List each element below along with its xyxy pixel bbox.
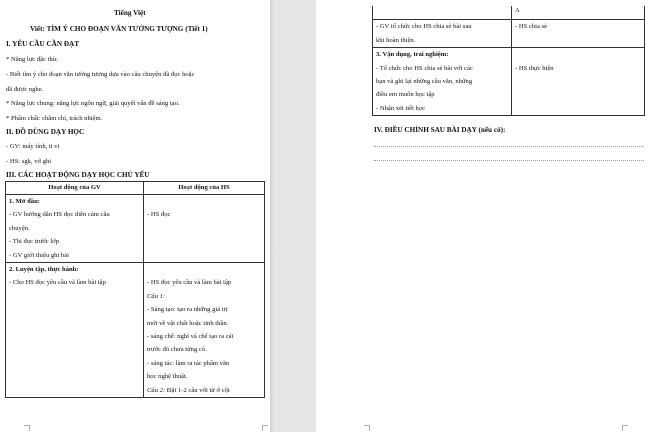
- section-heading-adjustment: [374, 126, 505, 134]
- crop-mark: [24, 425, 30, 431]
- table-header-row: [6, 182, 265, 195]
- cell-line: mới về vật chất hoặc tinh thần.: [147, 319, 229, 327]
- cell-line: - HS đọc yêu cầu và làm bài tập: [147, 279, 232, 287]
- table-cell-teacher: [373, 20, 512, 48]
- cell-line: khi hoàn thiện.: [376, 36, 416, 44]
- table-row: [6, 195, 265, 263]
- cell-line: Câu 1:: [147, 292, 166, 300]
- table-row: [373, 20, 645, 48]
- crop-mark: [622, 425, 628, 431]
- table-cell-teacher: [373, 48, 512, 116]
- activities-table-continued: [372, 6, 645, 116]
- text-line: * Năng lực đặc thù:: [6, 56, 58, 63]
- text-line: đã được nghe.: [6, 86, 44, 93]
- table-cell-student: [144, 263, 265, 398]
- section-label: 1. Mở đầu:: [9, 198, 40, 205]
- question-text: Đặt 1-2 câu với từ ở cột: [166, 386, 230, 394]
- lesson-title: Viết: TÌM Ý CHO ĐOẠN VĂN TƯỞNG TƯỢNG (Tiết 1): [30, 25, 208, 33]
- subject-heading: Tiếng Việt: [114, 9, 146, 17]
- table-cell-teacher: [373, 6, 512, 20]
- column-header-teacher: Hoạt động của GV: [6, 182, 144, 195]
- cell-line: trước đó chưa từng có.: [147, 346, 207, 354]
- cell-line: - Cho HS đọc yêu cầu và làm bài tập: [9, 279, 106, 287]
- cell-line: chuyện.: [9, 224, 30, 232]
- cell-line: - GV hướng dẫn HS đọc diễn cảm câu: [9, 211, 110, 219]
- adjustment-note: (nếu có):: [478, 126, 506, 134]
- section-label: 3. Vận dụng, trải nghiệm:: [376, 51, 449, 59]
- table-cell-teacher: [6, 195, 144, 263]
- document-page-right: [316, 0, 650, 432]
- cell-line: - sáng tác: làm ra tác phẩm văn: [147, 359, 230, 367]
- table-row: [373, 6, 645, 20]
- adjustment-title: IV. ĐIỀU CHỈNH SAU BÀI DẠY: [374, 126, 477, 134]
- crop-mark: [364, 425, 370, 431]
- question-label: Câu 2:: [147, 386, 166, 394]
- column-header-student: Hoạt động của HS: [144, 182, 265, 195]
- section-heading-requirements: I. YÊU CẦU CẦN ĐẠT: [6, 40, 80, 48]
- document-page-left: [0, 0, 270, 432]
- cell-line: - HS đọc: [147, 211, 171, 219]
- table-cell-teacher: [6, 263, 144, 398]
- cell-line: học nghệ thuật.: [147, 373, 188, 381]
- activities-table: [5, 181, 265, 398]
- section-label: 2. Luyện tập, thực hành:: [9, 266, 79, 274]
- dotted-line: [374, 146, 644, 147]
- cell-line: - GV giới thiệu ghi bài: [9, 251, 69, 259]
- table-cell-student: [512, 48, 645, 116]
- cell-line: - Thi đọc trước lớp: [9, 238, 59, 246]
- cell-line: - Sáng tạo: tạo ra những giá trị: [147, 306, 228, 314]
- cell-line: - Tổ chức cho HS chia sẻ bài với các: [376, 64, 473, 72]
- cell-line: - HS thực hiện: [515, 64, 554, 72]
- section-heading-activities: III. CÁC HOẠT ĐỘNG DẠY HỌC CHỦ YẾU: [6, 171, 150, 179]
- text-line: - HS: sgk, vở ghi: [6, 158, 52, 165]
- table-cell-student: A: [512, 6, 645, 20]
- cell-line: bạn và ghi lại những câu văn, những: [376, 78, 473, 86]
- text-line: - Biết tìm ý cho đoạn văn tưởng tượng dựa vào câu chuyện đã đọc hoặc: [6, 71, 195, 78]
- table-cell-student: [144, 195, 265, 263]
- table-row: [373, 48, 645, 116]
- cell-line: - Nhận xét tiết học: [376, 104, 426, 112]
- crop-mark: [262, 425, 268, 431]
- text-line: - GV: máy tính, ti vi: [6, 143, 60, 150]
- text-line: * Phẩm chất: chăm chỉ, trách nhiệm.: [6, 115, 103, 122]
- table-row: [6, 263, 265, 398]
- page-gutter: [270, 0, 274, 432]
- cell-line: - sáng chế: nghĩ và chế tạo ra cái: [147, 333, 234, 341]
- cell-line: điều em muốn học tập: [376, 91, 435, 99]
- cell-line: [147, 384, 261, 397]
- table-cell-student: [512, 20, 645, 48]
- text-line: * Năng lực chung: năng lực ngôn ngữ, giải quyết vấn đề sáng tạo.: [6, 100, 180, 107]
- dotted-line: [374, 160, 644, 161]
- section-heading-materials: II. ĐỒ DÙNG DẠY HỌC: [6, 128, 85, 136]
- cell-line: - HS chia sẻ: [515, 23, 548, 31]
- cell-line: - GV tổ chức cho HS chia sẻ bài sau: [376, 23, 472, 31]
